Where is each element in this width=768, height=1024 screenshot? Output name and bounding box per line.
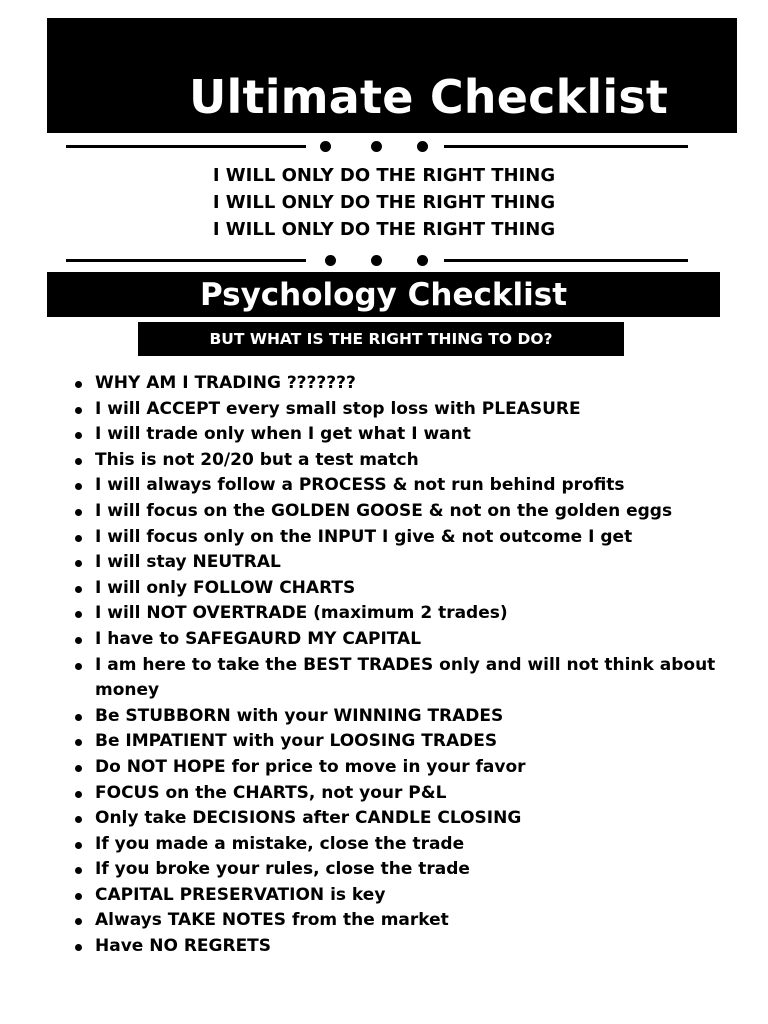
bullet-icon bbox=[75, 714, 82, 721]
bullet-icon bbox=[75, 765, 82, 772]
checklist-item-text: I am here to take the BEST TRADES only and will not think about money bbox=[95, 654, 716, 701]
checklist-item bbox=[75, 371, 735, 397]
divider-dot bbox=[325, 255, 336, 266]
checklist-item bbox=[75, 576, 735, 602]
checklist-item bbox=[75, 781, 735, 807]
bullet-icon bbox=[75, 509, 82, 516]
checklist-item-text: I will stay NEUTRAL bbox=[95, 552, 281, 573]
bullet-icon bbox=[75, 560, 82, 567]
bullet-icon bbox=[75, 739, 82, 746]
bullet-icon bbox=[75, 867, 82, 874]
checklist-item bbox=[75, 883, 735, 909]
bullet-icon bbox=[75, 791, 82, 798]
checklist-item bbox=[75, 422, 735, 448]
psychology-banner bbox=[47, 272, 720, 317]
divider-bottom bbox=[66, 253, 688, 267]
checklist-item-text: I will only FOLLOW CHARTS bbox=[95, 577, 356, 598]
bullet-icon bbox=[75, 893, 82, 900]
checklist-item bbox=[75, 832, 735, 858]
bullet-icon bbox=[75, 586, 82, 593]
checklist-item-text: I will trade only when I get what I want bbox=[95, 424, 471, 445]
mantra-block bbox=[0, 162, 768, 243]
divider-line-left bbox=[66, 145, 306, 148]
bullet-icon bbox=[75, 432, 82, 439]
checklist-item bbox=[75, 397, 735, 423]
checklist-item-text: Do NOT HOPE for price to move in your favor bbox=[95, 756, 526, 777]
checklist-item bbox=[75, 729, 735, 755]
checklist-item bbox=[75, 806, 735, 832]
checklist-item bbox=[75, 601, 735, 627]
bullet-icon bbox=[75, 918, 82, 925]
divider-line-right bbox=[444, 259, 688, 262]
bullet-icon bbox=[75, 637, 82, 644]
bullet-icon bbox=[75, 483, 82, 490]
checklist-item-text: Always TAKE NOTES from the market bbox=[95, 910, 449, 931]
psychology-subtitle: BUT WHAT IS THE RIGHT THING TO DO? bbox=[209, 330, 553, 348]
mantra-line: I WILL ONLY DO THE RIGHT THING bbox=[212, 192, 556, 213]
bullet-icon bbox=[75, 611, 82, 618]
checklist-item bbox=[75, 473, 735, 499]
checklist-item bbox=[75, 704, 735, 730]
bullet-icon bbox=[75, 407, 82, 414]
bullet-icon bbox=[75, 381, 82, 388]
checklist-item-text: Only take DECISIONS after CANDLE CLOSING bbox=[95, 808, 522, 829]
checklist-item-text: WHY AM I TRADING ??????? bbox=[95, 373, 356, 393]
checklist-item-text: FOCUS on the CHARTS, not your P&L bbox=[95, 782, 447, 803]
checklist-item-text: I will ACCEPT every small stop loss with PLEASURE bbox=[95, 398, 581, 419]
bullet-icon bbox=[75, 663, 82, 670]
checklist-item-text: Be STUBBORN with your WINNING TRADES bbox=[95, 705, 504, 726]
mantra-line: I WILL ONLY DO THE RIGHT THING bbox=[212, 219, 556, 240]
divider-dot bbox=[417, 255, 428, 266]
divider-dot bbox=[371, 255, 382, 266]
divider-top bbox=[66, 139, 688, 153]
title-banner bbox=[47, 18, 737, 133]
checklist-item bbox=[75, 857, 735, 883]
checklist-item-text: I will focus only on the INPUT I give & not outcome I get bbox=[95, 526, 633, 547]
checklist-item bbox=[75, 525, 735, 551]
checklist-item bbox=[75, 499, 735, 525]
checklist-item-text: CAPITAL PRESERVATION is key bbox=[95, 884, 386, 905]
checklist-item bbox=[75, 755, 735, 781]
divider-dot bbox=[371, 141, 382, 152]
bullet-icon bbox=[75, 535, 82, 542]
checklist-item bbox=[75, 934, 735, 960]
bullet-icon bbox=[75, 944, 82, 951]
checklist-item-text: This is not 20/20 but a test match bbox=[95, 449, 419, 470]
checklist-item bbox=[75, 653, 735, 704]
checklist-item-text: I will NOT OVERTRADE (maximum 2 trades) bbox=[95, 603, 508, 624]
checklist-item-text: I will focus on the GOLDEN GOOSE & not on the golden eggs bbox=[95, 500, 673, 521]
psychology-title: Psychology Checklist bbox=[199, 277, 568, 313]
checklist-item-text: Be IMPATIENT with your LOOSING TRADES bbox=[95, 731, 498, 752]
checklist-item bbox=[75, 627, 735, 653]
bullet-icon bbox=[75, 458, 82, 465]
subtitle-banner bbox=[138, 322, 624, 356]
checklist-item bbox=[75, 908, 735, 934]
page-title: Ultimate Checklist bbox=[189, 70, 669, 124]
divider-line-left bbox=[66, 259, 306, 262]
bullet-icon bbox=[75, 816, 82, 823]
divider-line-right bbox=[444, 145, 688, 148]
checklist-item-text: If you made a mistake, close the trade bbox=[95, 833, 465, 854]
checklist bbox=[75, 371, 735, 960]
divider-dot bbox=[417, 141, 428, 152]
checklist-item-text: I have to SAFEGAURD MY CAPITAL bbox=[95, 628, 422, 649]
bullet-icon bbox=[75, 842, 82, 849]
divider-dot bbox=[320, 141, 331, 152]
checklist-item-text: I will always follow a PROCESS & not run behind profits bbox=[95, 475, 625, 496]
checklist-item-text: If you broke your rules, close the trade bbox=[95, 859, 470, 880]
checklist-item bbox=[75, 550, 735, 576]
mantra-line: I WILL ONLY DO THE RIGHT THING bbox=[212, 165, 556, 186]
checklist-item bbox=[75, 448, 735, 474]
checklist-item-text: Have NO REGRETS bbox=[95, 936, 272, 957]
